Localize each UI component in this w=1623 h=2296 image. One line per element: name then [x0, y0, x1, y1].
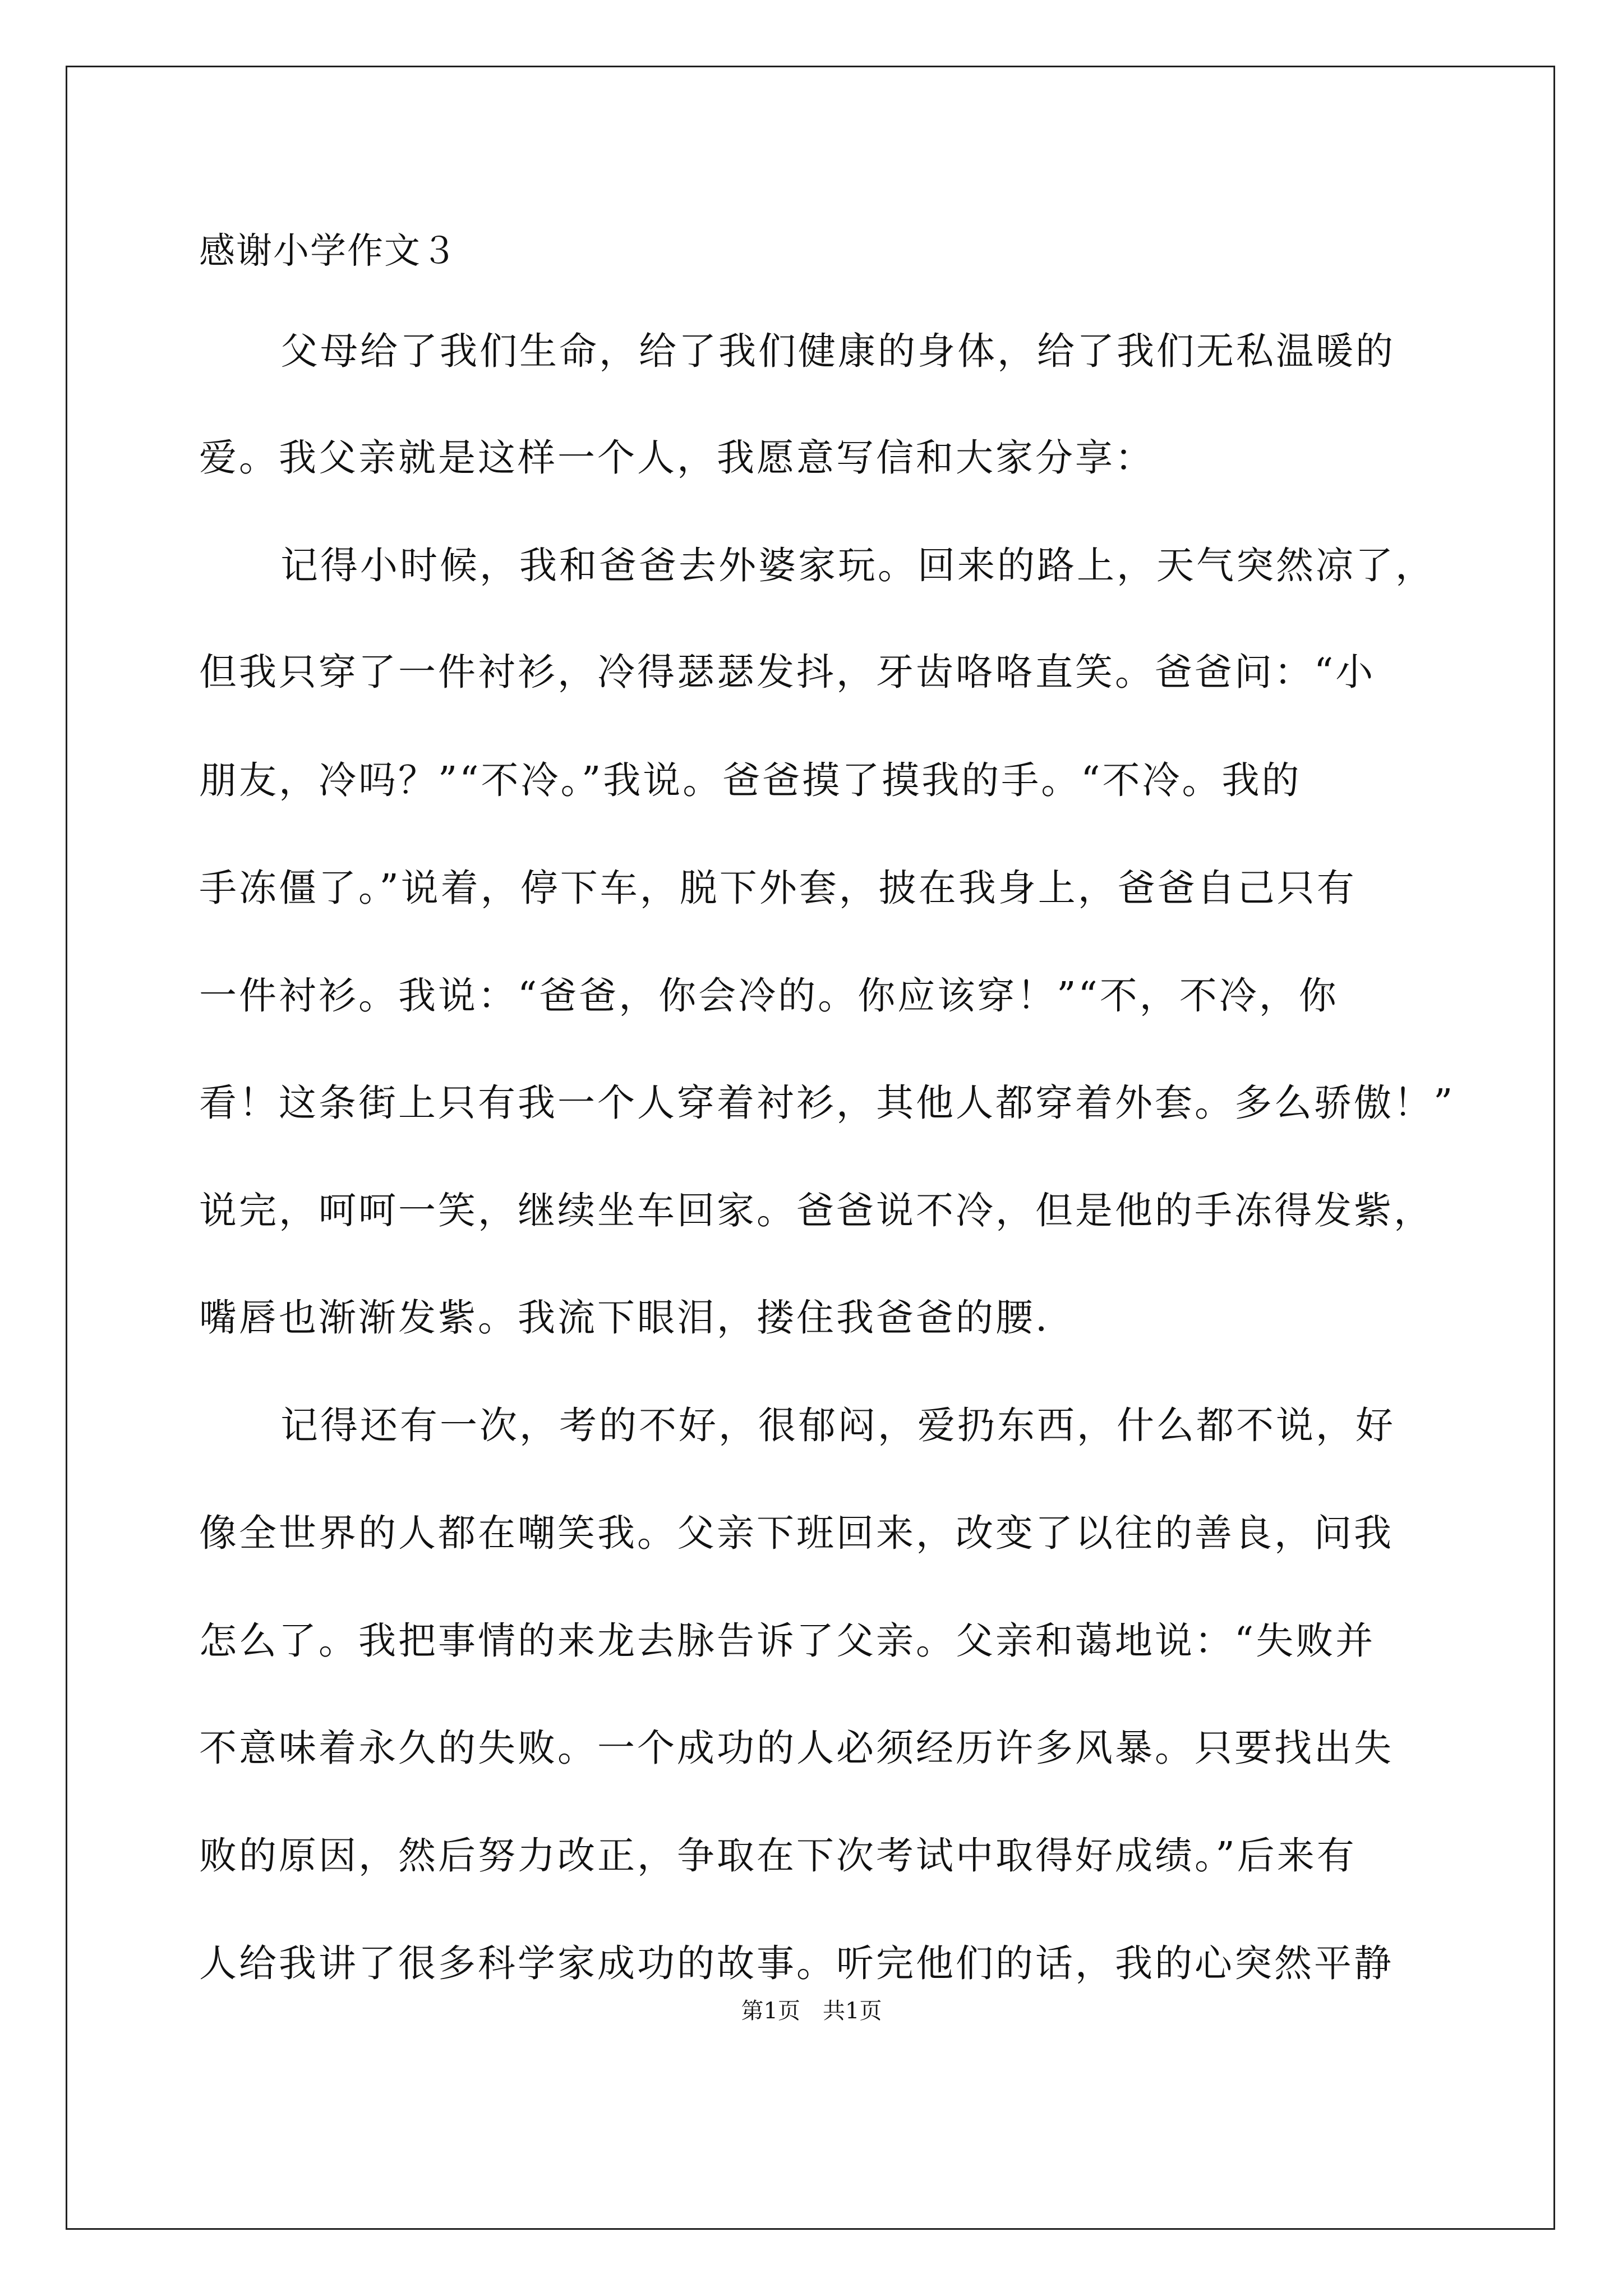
- page-footer: 第1页 共1页: [741, 1998, 882, 2024]
- paragraph-line: 不意味着永久的失败。一个成功的人必须经历许多风暴。只要找出失: [199, 1726, 1394, 1770]
- paragraph-line: 朋友，冷吗？”“不冷。”我说。爸爸摸了摸我的手。“不冷。我的: [199, 758, 1302, 802]
- paragraph-line: 一件衬衫。我说：“爸爸，你会冷的。你应该穿！”“不，不冷，你: [199, 974, 1339, 1018]
- paragraph-line: 败的原因，然后努力改正，争取在下次考试中取得好成绩。”后来有: [199, 1834, 1357, 1878]
- paragraph-line: 爱。我父亲就是这样一个人，我愿意写信和大家分享：: [199, 436, 1155, 480]
- paragraph-line: 怎么了。我把事情的来龙去脉告诉了父亲。父亲和蔼地说：“失败并: [199, 1619, 1376, 1663]
- paragraph-line: 但我只穿了一件衬衫，冷得瑟瑟发抖，牙齿咯咯直笑。爸爸问：“小: [199, 650, 1376, 694]
- document-title: 感谢小学作文３: [199, 231, 458, 272]
- paragraph-line: 说完，呵呵一笑，继续坐车回家。爸爸说不冷，但是他的手冻得发紫，: [199, 1189, 1433, 1232]
- paragraph-line: 像全世界的人都在嘲笑我。父亲下班回来，改变了以往的善良，问我: [199, 1511, 1394, 1555]
- paragraph-line: 记得小时候，我和爸爸去外婆家玩。回来的路上，天气突然凉了，: [280, 544, 1435, 587]
- paragraph-line: 记得还有一次，考的不好，很郁闷，爱扔东西，什么都不说，好: [280, 1404, 1395, 1447]
- paragraph-line: 父母给了我们生命，给了我们健康的身体，给了我们无私温暖的: [280, 329, 1395, 373]
- paragraph-line: 人给我讲了很多科学家成功的故事。听完他们的话，我的心突然平静: [199, 1941, 1394, 1985]
- paragraph-line: 看！这条街上只有我一个人穿着衬衫，其他人都穿着外套。多么骄傲！”: [199, 1081, 1455, 1125]
- paragraph-line: 手冻僵了。”说着，停下车，脱下外套，披在我身上，爸爸自己只有: [199, 866, 1357, 910]
- paragraph-line: 嘴唇也渐渐发紫。我流下眼泪，搂住我爸爸的腰.: [199, 1296, 1050, 1340]
- page-border: [66, 66, 1555, 2230]
